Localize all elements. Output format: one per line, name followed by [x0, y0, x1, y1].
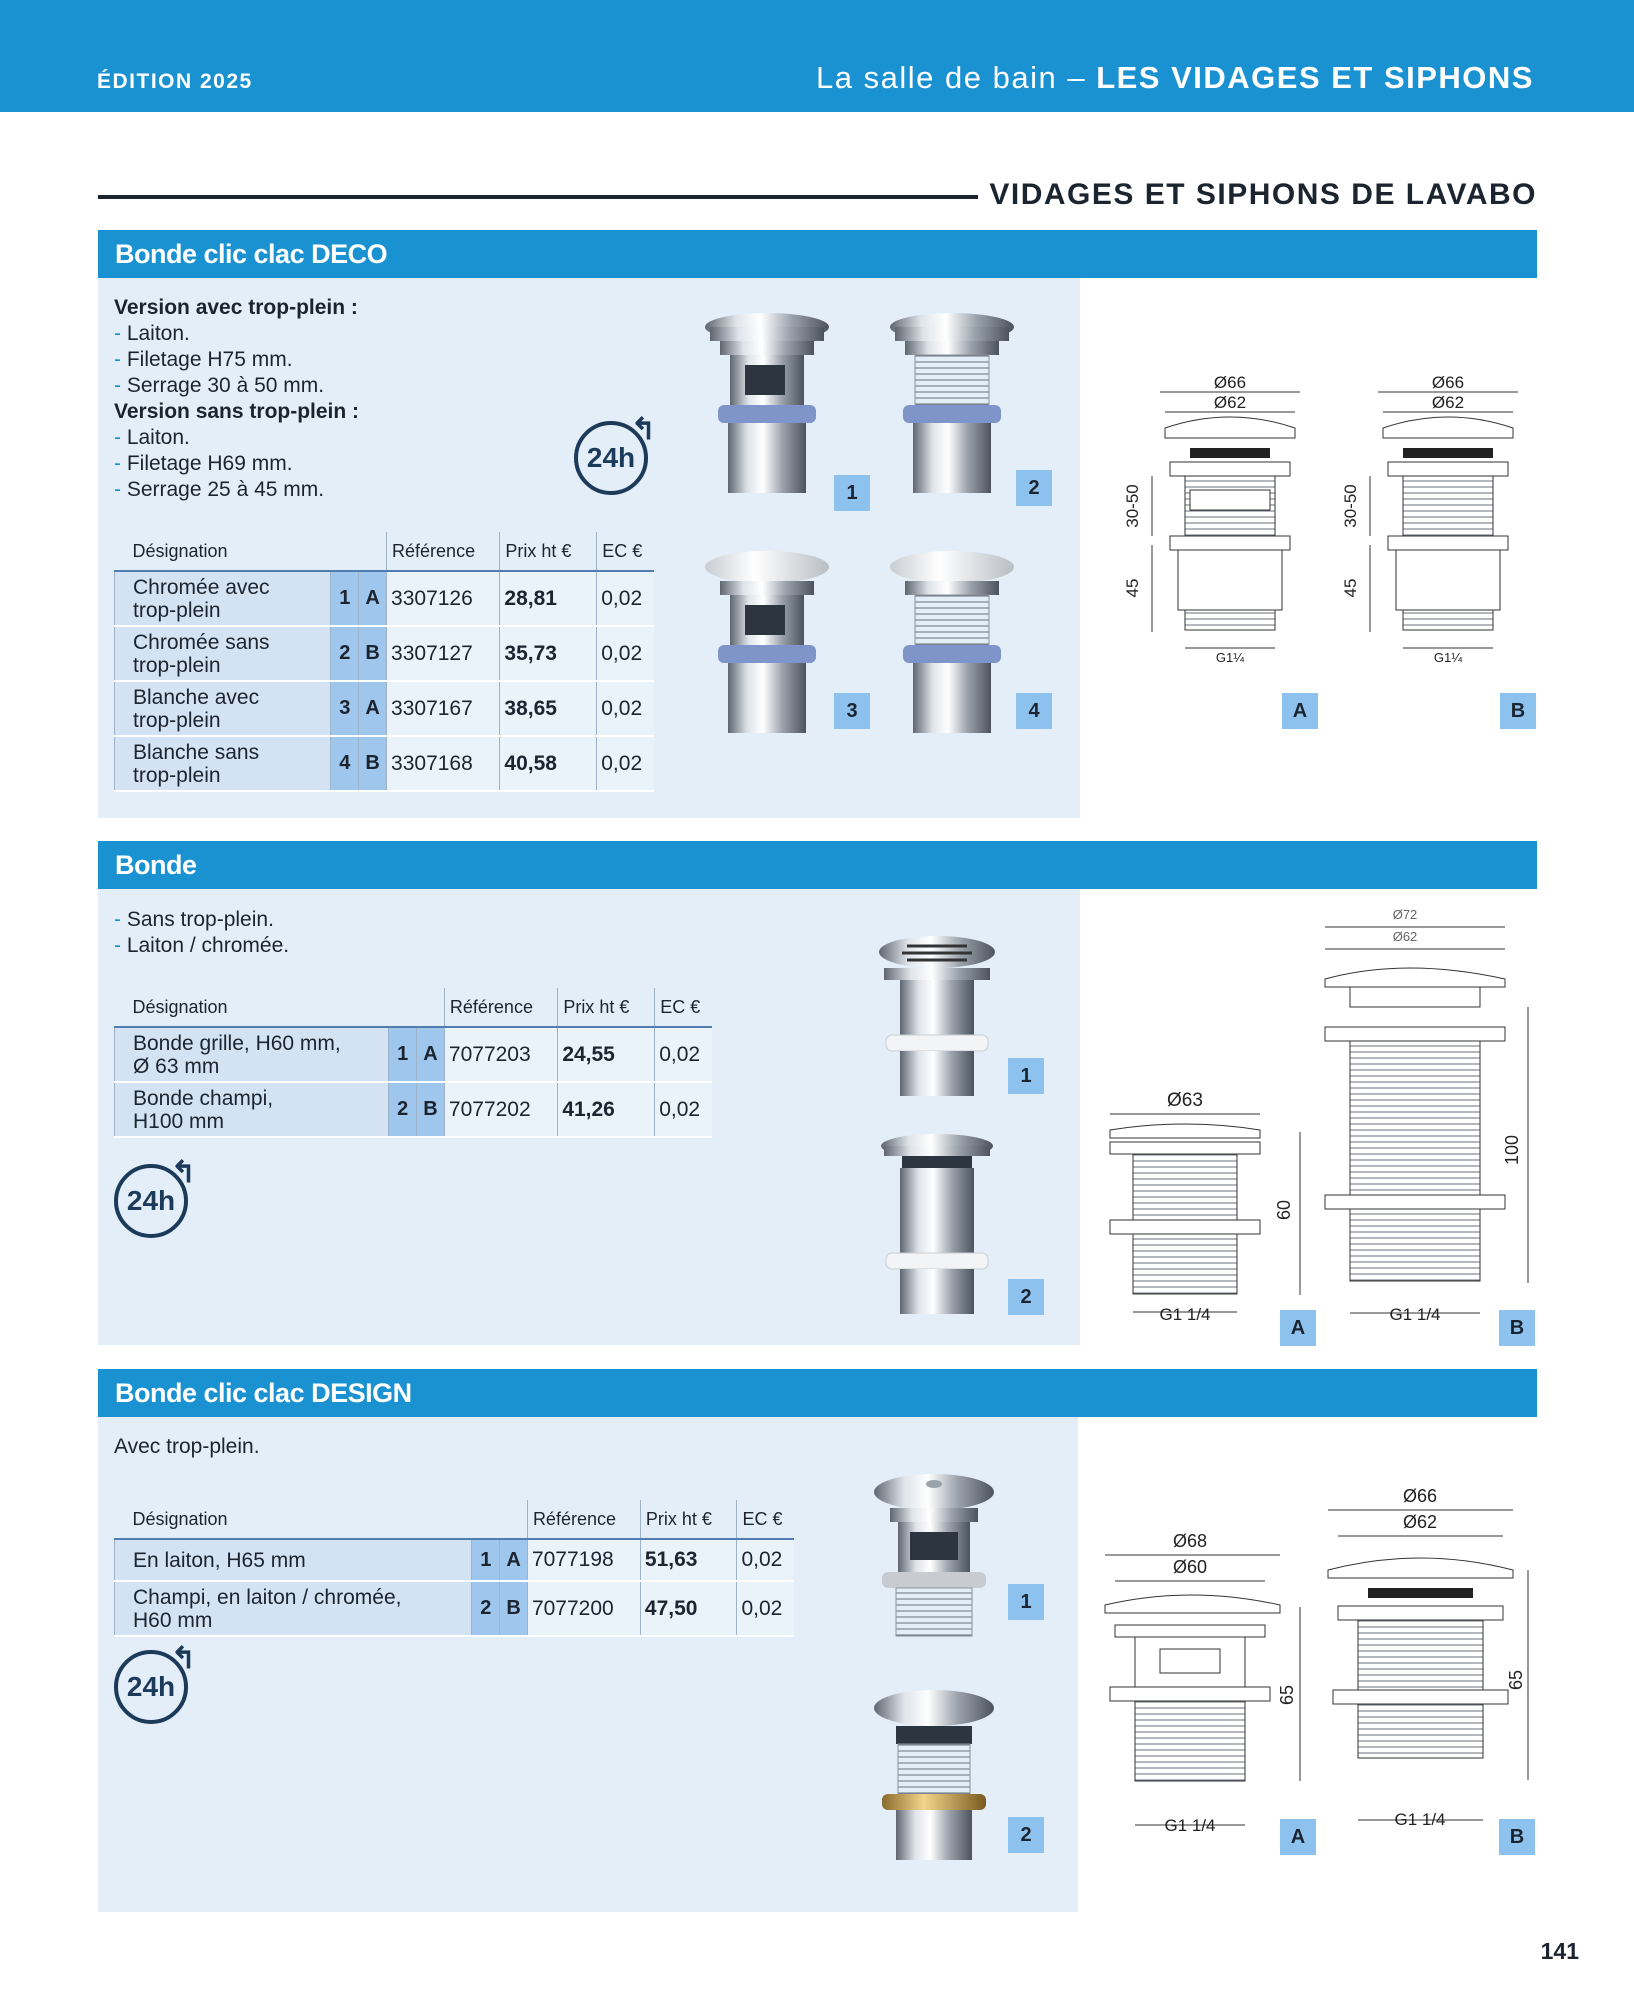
dim-label: Ø62: [1431, 393, 1465, 412]
col-price: Prix ht €: [640, 1500, 737, 1539]
product-tag: 2: [1008, 1817, 1044, 1853]
product-photo-champi: [872, 1130, 1002, 1330]
col-ec: EC €: [597, 532, 654, 571]
technical-drawing-b: [1318, 1480, 1540, 1840]
desc-line: Version sans trop-plein :: [114, 400, 360, 423]
badge-24h-icon: 24h ↰: [574, 421, 648, 495]
diagram-tag: A: [1280, 1310, 1316, 1346]
technical-drawing-b: [1338, 370, 1538, 670]
row-ec: 0,02: [737, 1581, 794, 1636]
dim-label: 45: [1123, 578, 1142, 598]
section-band-bonde: Bonde: [98, 841, 1537, 889]
row-reference: 7077203: [444, 1027, 557, 1082]
table-row: [115, 1539, 795, 1581]
product-photo-design-brass: [866, 1470, 1002, 1645]
diagram-tag: A: [1280, 1819, 1316, 1855]
product-photo-white-no-overflow: [885, 545, 1020, 745]
header-bar: [0, 0, 1634, 112]
dim-label: G1¼: [1215, 650, 1245, 665]
row-type: A: [359, 571, 387, 626]
row-reference: 3307168: [387, 736, 500, 791]
dim-label: G1¼: [1433, 650, 1463, 665]
row-price: 28,81: [500, 571, 597, 626]
diagram-tag: A: [1282, 693, 1318, 729]
row-price: 35,73: [500, 626, 597, 681]
row-number: 2: [331, 626, 359, 681]
desc-line: - Filetage H75 mm.: [114, 348, 293, 371]
desc-line: - Filetage H69 mm.: [114, 452, 293, 475]
dim-label: G1 1/4: [1164, 1816, 1216, 1835]
dim-label: Ø63: [1167, 1090, 1203, 1111]
dim-label: 30-50: [1341, 484, 1360, 528]
technical-drawing-a: [1095, 1525, 1315, 1845]
dim-label: 30-50: [1123, 484, 1142, 528]
section-band-deco: Bonde clic clac DECO: [98, 230, 1537, 278]
row-price: 24,55: [558, 1027, 655, 1082]
row-ec: 0,02: [597, 626, 654, 681]
dim-label: Ø62: [1402, 1512, 1438, 1532]
section-title: VIDAGES ET SIPHONS DE LAVABO: [989, 178, 1537, 211]
dim-label: Ø66: [1431, 373, 1465, 392]
row-designation: Champi, en laiton / chromée, H60 mm: [115, 1581, 472, 1636]
edition-label: ÉDITION 2025: [97, 70, 253, 93]
row-reference: 3307167: [387, 681, 500, 736]
col-designation: Désignation: [115, 1500, 472, 1539]
col-price: Prix ht €: [558, 988, 655, 1027]
product-photo-design-champi: [866, 1688, 1002, 1868]
row-number: 3: [331, 681, 359, 736]
price-table-design: [114, 1500, 794, 1637]
col-ec: EC €: [737, 1500, 794, 1539]
col-price: Prix ht €: [500, 532, 597, 571]
dim-label: 45: [1341, 578, 1360, 598]
row-type: B: [359, 736, 387, 791]
table-header-row: [115, 988, 713, 1027]
row-designation: Bonde champi, H100 mm: [115, 1082, 389, 1137]
dim-label: Ø66: [1213, 373, 1247, 392]
topic-caps: LES VIDAGES ET SIPHONS: [1096, 60, 1534, 95]
desc-line: - Laiton.: [114, 322, 190, 345]
price-table-bonde: [114, 988, 712, 1138]
row-number: 1: [331, 571, 359, 626]
product-photo-white-overflow: [700, 545, 835, 745]
desc-line: - Serrage 25 à 45 mm.: [114, 478, 325, 501]
page-number: 141: [1540, 1938, 1579, 1964]
row-price: 41,26: [558, 1082, 655, 1137]
col-designation: Désignation: [115, 988, 389, 1027]
product-tag: 2: [1016, 470, 1052, 506]
dim-label: 65: [1277, 1684, 1297, 1706]
row-reference: 3307127: [387, 626, 500, 681]
row-reference: 7077202: [444, 1082, 557, 1137]
row-designation: Chromée sans trop-plein: [115, 626, 331, 681]
topic-prefix: La salle de bain –: [816, 60, 1097, 95]
table-row: [115, 1581, 795, 1636]
row-ec: 0,02: [597, 736, 654, 791]
row-designation: Blanche avec trop-plein: [115, 681, 331, 736]
desc-line: Version avec trop-plein :: [114, 296, 358, 319]
desc-line: - Serrage 30 à 50 mm.: [114, 374, 325, 397]
row-ec: 0,02: [597, 571, 654, 626]
row-reference: 7077198: [527, 1539, 640, 1581]
row-type: B: [500, 1581, 528, 1636]
product-tag: 1: [1008, 1058, 1044, 1094]
row-ec: 0,02: [655, 1082, 712, 1137]
dim-label: G1 1/4: [1394, 1810, 1446, 1829]
diagram-tag: B: [1499, 1310, 1535, 1346]
desc-line: - Sans trop-plein.: [114, 908, 274, 931]
dim-label: Ø62: [1392, 929, 1418, 944]
row-reference: 3307126: [387, 571, 500, 626]
product-photo-grille: [872, 930, 1002, 1105]
desc-line: Avec trop-plein.: [114, 1435, 260, 1458]
row-designation: Chromée avec trop-plein: [115, 571, 331, 626]
dim-label: Ø68: [1172, 1531, 1208, 1551]
dim-label: Ø60: [1172, 1557, 1208, 1577]
dim-label: Ø66: [1402, 1486, 1438, 1506]
dim-label: 65: [1506, 1669, 1526, 1691]
row-ec: 0,02: [597, 681, 654, 736]
technical-drawing-b: [1310, 905, 1540, 1330]
table-row: [115, 736, 655, 791]
product-tag: 2: [1008, 1279, 1044, 1315]
diagram-tag: B: [1500, 693, 1536, 729]
row-type: B: [359, 626, 387, 681]
product-photo-chrome-overflow: [700, 305, 835, 505]
row-price: 38,65: [500, 681, 597, 736]
section-rule: [98, 195, 978, 199]
table-row: [115, 681, 655, 736]
row-designation: Blanche sans trop-plein: [115, 736, 331, 791]
row-number: 4: [331, 736, 359, 791]
row-reference: 7077200: [527, 1581, 640, 1636]
col-reference: Référence: [387, 532, 500, 571]
badge-24h-icon: 24h ↰: [114, 1650, 188, 1724]
row-ec: 0,02: [655, 1027, 712, 1082]
product-tag: 1: [1008, 1584, 1044, 1620]
dim-label: 100: [1502, 1134, 1522, 1166]
description-bonde: [114, 907, 289, 959]
desc-line: - Laiton.: [114, 426, 190, 449]
technical-drawing-a: [1095, 1080, 1325, 1330]
table-row: [115, 571, 655, 626]
row-price: 40,58: [500, 736, 597, 791]
table-row: [115, 626, 655, 681]
col-designation: Désignation: [115, 532, 331, 571]
row-type: A: [359, 681, 387, 736]
product-photo-chrome-no-overflow: [885, 305, 1020, 505]
row-designation: En laiton, H65 mm: [115, 1539, 472, 1581]
dim-label: Ø62: [1213, 393, 1247, 412]
dim-label: G1 1/4: [1159, 1305, 1211, 1324]
description-deco: [114, 295, 359, 503]
description-design: [114, 1434, 260, 1460]
col-reference: Référence: [527, 1500, 640, 1539]
row-type: A: [500, 1539, 528, 1581]
badge-24h-icon: 24h ↰: [114, 1164, 188, 1238]
desc-line: - Laiton / chromée.: [114, 934, 290, 957]
row-type: B: [417, 1082, 445, 1137]
row-price: 47,50: [640, 1581, 737, 1636]
dim-label: G1 1/4: [1389, 1305, 1441, 1324]
table-row: [115, 1082, 713, 1137]
product-tag: 1: [834, 475, 870, 511]
row-number: 2: [472, 1581, 500, 1636]
col-ec: EC €: [655, 988, 712, 1027]
table-header-row: [115, 1500, 795, 1539]
table-row: [115, 1027, 713, 1082]
row-designation: Bonde grille, H60 mm, Ø 63 mm: [115, 1027, 389, 1082]
col-reference: Référence: [444, 988, 557, 1027]
page-topic: [816, 60, 1534, 96]
price-table-deco: [114, 532, 654, 792]
product-tag: 3: [834, 693, 870, 729]
row-type: A: [417, 1027, 445, 1082]
row-ec: 0,02: [737, 1539, 794, 1581]
row-number: 1: [389, 1027, 417, 1082]
technical-drawing-a: [1120, 370, 1320, 670]
diagram-tag: B: [1499, 1819, 1535, 1855]
row-number: 2: [389, 1082, 417, 1137]
row-price: 51,63: [640, 1539, 737, 1581]
section-band-design: Bonde clic clac DESIGN: [98, 1369, 1537, 1417]
dim-label: 60: [1274, 1199, 1294, 1221]
dim-label: Ø72: [1392, 907, 1418, 922]
row-number: 1: [472, 1539, 500, 1581]
product-tag: 4: [1016, 693, 1052, 729]
table-header-row: [115, 532, 655, 571]
